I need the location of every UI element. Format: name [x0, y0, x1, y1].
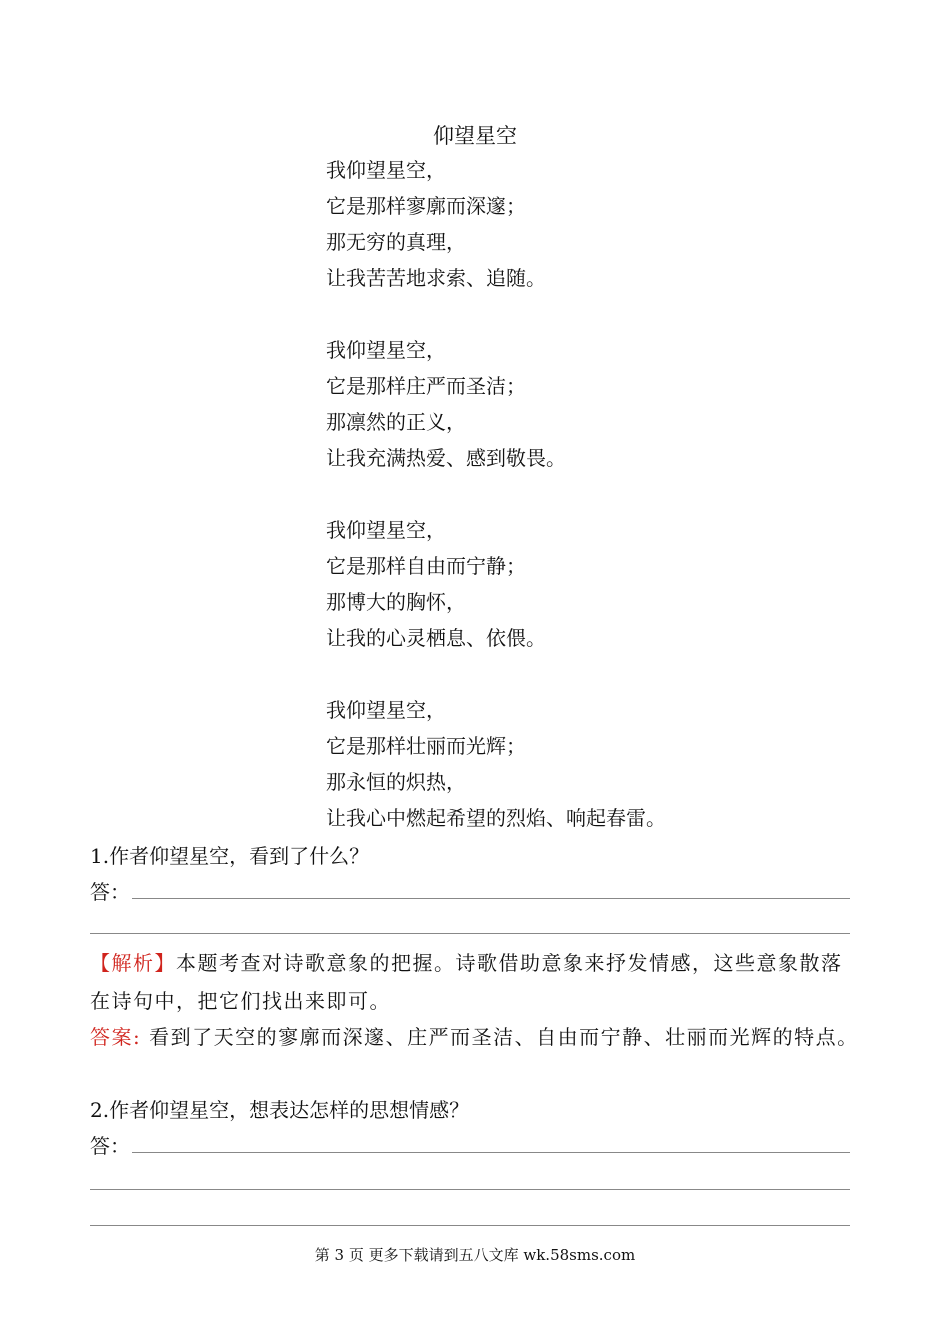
poem-line: 让我心中燃起希望的烈焰、响起春雷。 [326, 806, 666, 830]
poem-line: 我仰望星空， [326, 338, 446, 362]
stanza-gap [326, 296, 666, 332]
poem-line: 那无穷的真理， [326, 230, 466, 254]
answer-blank-line [132, 1130, 850, 1153]
poem-line: 它是那样庄严而圣洁； [326, 374, 526, 398]
poem-line: 让我苦苦地求索、追随。 [326, 266, 546, 290]
poem-line: 它是那样自由而宁静； [326, 554, 526, 578]
answer-blank-line [90, 1225, 850, 1226]
analysis-text: 本题考查对诗歌意象的把握。诗歌借助意象来抒发情感，这些意象散落在诗句中，把它们找出来即可。 [90, 951, 843, 1013]
stanza [326, 332, 666, 476]
stanza-gap [326, 656, 666, 692]
question-2: 2.作者仰望星空，想表达怎样的思想情感？ [90, 1098, 470, 1122]
answer-label: 答案: [90, 1025, 142, 1049]
answer-prefix: 答： [90, 880, 130, 904]
answer-row-2 [90, 1128, 850, 1164]
stanza-gap [326, 476, 666, 512]
answer-blank-line [90, 933, 850, 934]
question-1: 1.作者仰望星空，看到了什么？ [90, 844, 370, 868]
poem-line: 那凛然的正义， [326, 410, 466, 434]
poem-line: 我仰望星空， [326, 158, 446, 182]
poem-line: 让我的心灵栖息、依偎。 [326, 626, 546, 650]
stanza [326, 512, 666, 656]
poem-line: 我仰望星空， [326, 518, 446, 542]
stanza [326, 152, 666, 296]
answer-text: 看到了天空的寥廓而深邃、庄严而圣洁、自由而宁静、壮丽而光辉的特点。 [141, 1025, 859, 1049]
answer-paragraph [90, 1018, 860, 1056]
answer-prefix: 答： [90, 1134, 130, 1158]
poem-line: 让我充满热爱、感到敬畏。 [326, 446, 566, 470]
poem-line: 它是那样寥廓而深邃； [326, 194, 526, 218]
poem-line: 那博大的胸怀， [326, 590, 466, 614]
poem-line: 它是那样壮丽而光辉； [326, 734, 526, 758]
page-footer: 第 3 页 更多下载请到五八文库 wk.58sms.com [314, 1246, 636, 1264]
stanza [326, 692, 666, 836]
poem-body [326, 152, 666, 836]
answer-blank-line [132, 876, 850, 899]
analysis-paragraph [90, 944, 860, 1020]
answer-row-1 [90, 874, 850, 910]
poem-line: 那永恒的炽热， [326, 770, 466, 794]
answer-blank-line [90, 1189, 850, 1190]
poem-line: 我仰望星空， [326, 698, 446, 722]
analysis-label: 【解析】 [90, 951, 176, 975]
poem-title: 仰望星空 [433, 124, 517, 148]
